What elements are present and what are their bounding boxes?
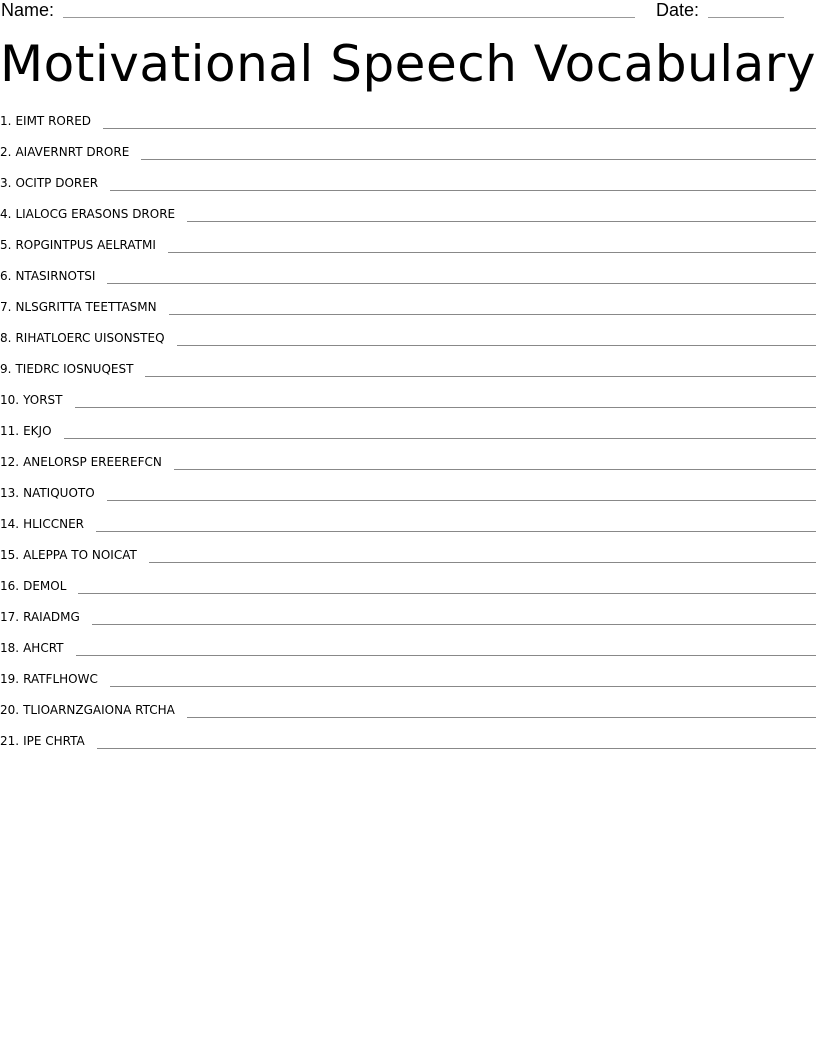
answer-line[interactable] [92,624,816,625]
answer-line[interactable] [76,655,816,656]
page-title: Motivational Speech Vocabulary [0,35,816,93]
list-item [0,576,816,607]
scrambled-word: RIHATLOERC UISONSTEQ [15,331,165,345]
scrambled-word: EIMT RORED [15,114,92,128]
item-number: 20. [0,703,20,717]
answer-line[interactable] [168,252,816,253]
scrambled-word: ANELORSP EREEREFCN [23,455,162,469]
list-item [0,638,816,669]
answer-line[interactable] [174,469,816,470]
scrambled-word: NATIQUOTO [23,486,95,500]
scramble-word-list [0,111,816,762]
list-item [0,421,816,452]
item-number: 11. [0,424,20,438]
name-field[interactable] [63,17,635,18]
item-number: 3. [0,176,12,190]
list-item [0,483,816,514]
scrambled-word: LIALOCG ERASONS DRORE [15,207,176,221]
answer-line[interactable] [97,748,816,749]
answer-line[interactable] [107,283,816,284]
scrambled-word: NLSGRITTA TEETTASMN [15,300,157,314]
scrambled-word: EKJO [23,424,52,438]
answer-line[interactable] [110,190,816,191]
worksheet-header [0,0,816,26]
scrambled-word: OCITP DORER [15,176,99,190]
scrambled-word: RAIADMG [23,610,80,624]
list-item [0,297,816,328]
item-number: 6. [0,269,12,283]
answer-line[interactable] [187,717,816,718]
answer-line[interactable] [177,345,816,346]
name-label: Name: [1,0,55,20]
list-item [0,204,816,235]
list-item [0,607,816,638]
list-item [0,514,816,545]
scrambled-word: AHCRT [23,641,64,655]
list-item [0,111,816,142]
list-item [0,328,816,359]
list-item [0,390,816,421]
list-item [0,142,816,173]
scrambled-word: TLIOARNZGAIONA RTCHA [23,703,175,717]
list-item [0,173,816,204]
answer-line[interactable] [169,314,816,315]
answer-line[interactable] [78,593,816,594]
answer-line[interactable] [96,531,816,532]
list-item [0,545,816,576]
list-item [0,669,816,700]
item-number: 19. [0,672,20,686]
item-number: 7. [0,300,12,314]
item-number: 16. [0,579,20,593]
scrambled-word: AIAVERNRT DRORE [15,145,130,159]
scrambled-word: DEMOL [23,579,67,593]
item-number: 4. [0,207,12,221]
answer-line[interactable] [141,159,816,160]
list-item [0,452,816,483]
answer-line[interactable] [75,407,816,408]
item-number: 14. [0,517,20,531]
scrambled-word: ROPGINTPUS AELRATMI [15,238,156,252]
answer-line[interactable] [103,128,816,129]
item-number: 8. [0,331,12,345]
list-item [0,700,816,731]
scrambled-word: HLICCNER [23,517,84,531]
scrambled-word: YORST [23,393,63,407]
list-item [0,235,816,266]
item-number: 2. [0,145,12,159]
item-number: 1. [0,114,12,128]
scrambled-word: ALEPPA TO NOICAT [23,548,137,562]
item-number: 13. [0,486,20,500]
item-number: 15. [0,548,20,562]
list-item [0,266,816,297]
item-number: 10. [0,393,20,407]
answer-line[interactable] [149,562,816,563]
answer-line[interactable] [187,221,816,222]
item-number: 17. [0,610,20,624]
item-number: 18. [0,641,20,655]
date-label: Date: [656,0,700,20]
item-number: 21. [0,734,20,748]
scrambled-word: NTASIRNOTSI [15,269,96,283]
scrambled-word: TIEDRC IOSNUQEST [15,362,134,376]
item-number: 9. [0,362,12,376]
answer-line[interactable] [145,376,816,377]
item-number: 5. [0,238,12,252]
item-number: 12. [0,455,20,469]
scrambled-word: RATFLHOWC [23,672,98,686]
scrambled-word: IPE CHRTA [23,734,85,748]
list-item [0,731,816,762]
list-item [0,359,816,390]
answer-line[interactable] [107,500,816,501]
answer-line[interactable] [64,438,816,439]
date-field[interactable] [708,17,784,18]
answer-line[interactable] [110,686,816,687]
